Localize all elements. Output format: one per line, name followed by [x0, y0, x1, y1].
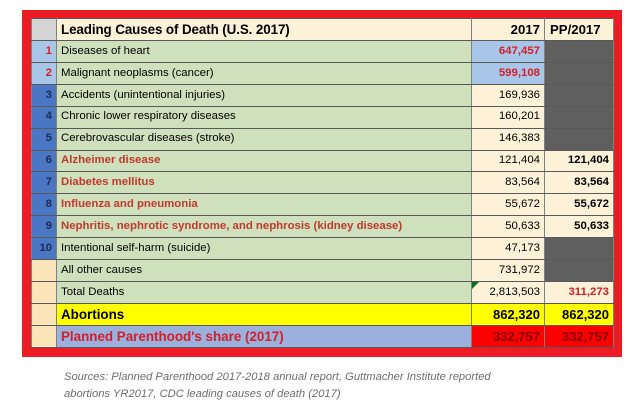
row-rank-cell: 3: [32, 84, 57, 106]
column-header-2017: 2017: [472, 19, 545, 41]
value-2017-cell: [472, 260, 545, 282]
cause-label-cell: Chronic lower respiratory diseases: [57, 106, 472, 128]
value-2017-text: 647,457: [498, 44, 540, 57]
value-2017-text: 47,173: [505, 241, 540, 254]
cause-label-cell: Accidents (unintentional injuries): [57, 84, 472, 106]
value-2017-text: 55,672: [505, 198, 540, 211]
value-2017-cell: [472, 150, 545, 172]
table-row: [32, 260, 614, 282]
sources-line-2: abortions YR2017, CDC leading causes of death (2017): [64, 388, 341, 401]
table-row: [32, 128, 614, 150]
table-row: [32, 282, 614, 304]
value-pp-2017-cell: 55,672: [545, 194, 614, 216]
row-rank-cell: 9: [32, 216, 57, 238]
value-2017-cell: [472, 325, 545, 347]
value-2017-text: 50,633: [505, 220, 540, 233]
cause-label-cell: Total Deaths: [57, 282, 472, 304]
sources-note: [64, 369, 584, 404]
value-pp-2017-cell: 121,404: [545, 150, 614, 172]
row-rank-cell: 2: [32, 62, 57, 84]
value-pp-2017-cell: 332,757: [545, 325, 614, 347]
row-rank-cell: [32, 303, 57, 325]
table-row: [32, 325, 614, 347]
value-2017-text: 146,383: [498, 132, 540, 145]
value-2017-cell: [472, 62, 545, 84]
table-row: [32, 62, 614, 84]
row-rank-cell: 7: [32, 172, 57, 194]
table-row: [32, 150, 614, 172]
value-2017-cell: [472, 84, 545, 106]
column-header-pp-2017: PP/2017: [545, 19, 614, 41]
cause-label-cell: Cerebrovascular diseases (stroke): [57, 128, 472, 150]
value-2017-text: 121,404: [498, 154, 540, 167]
cause-label-cell: Diabetes mellitus: [57, 172, 472, 194]
table-row: [32, 40, 614, 62]
value-pp-2017-cell: [545, 106, 614, 128]
value-2017-text: 2,813,503: [489, 285, 540, 298]
row-rank-cell: 1: [32, 40, 57, 62]
row-rank-cell: [32, 282, 57, 304]
table-row: [32, 106, 614, 128]
leading-causes-of-death-table: [31, 18, 614, 348]
value-2017-cell: [472, 282, 545, 304]
value-pp-2017-cell: 83,564: [545, 172, 614, 194]
row-rank-cell: 8: [32, 194, 57, 216]
value-2017-cell: [472, 40, 545, 62]
row-rank-cell: 10: [32, 238, 57, 260]
cause-label-cell: Intentional self-harm (suicide): [57, 238, 472, 260]
cause-label-cell: Alzheimer disease: [57, 150, 472, 172]
value-2017-text: 862,320: [493, 306, 540, 322]
value-2017-text: 332,757: [493, 328, 540, 344]
table-row: [32, 172, 614, 194]
value-2017-text: 160,201: [498, 110, 540, 123]
row-rank-cell: [32, 260, 57, 282]
row-rank-cell: 6: [32, 150, 57, 172]
value-2017-cell: [472, 216, 545, 238]
value-pp-2017-cell: [545, 260, 614, 282]
value-2017-cell: [472, 106, 545, 128]
value-2017-cell: [472, 238, 545, 260]
row-rank-cell: 5: [32, 128, 57, 150]
value-2017-text: 599,108: [498, 66, 540, 79]
value-pp-2017-cell: 311,273: [545, 282, 614, 304]
value-pp-2017-cell: 862,320: [545, 303, 614, 325]
table-row: [32, 194, 614, 216]
red-border-frame: [22, 10, 622, 357]
value-2017-text: 83,564: [505, 176, 540, 189]
value-2017-cell: [472, 172, 545, 194]
table-row: [32, 216, 614, 238]
value-pp-2017-cell: [545, 40, 614, 62]
cause-label-cell: Influenza and pneumonia: [57, 194, 472, 216]
table-row: [32, 238, 614, 260]
value-pp-2017-cell: [545, 84, 614, 106]
value-2017-text: 169,936: [498, 88, 540, 101]
table-row: [32, 303, 614, 325]
comment-marker-icon: [472, 282, 479, 289]
header-corner-cell: [32, 19, 57, 41]
value-pp-2017-cell: [545, 238, 614, 260]
value-pp-2017-cell: [545, 62, 614, 84]
cause-label-cell: Nephritis, nephrotic syndrome, and nephrosis (kidney disease): [57, 216, 472, 238]
cause-label-cell: Abortions: [57, 303, 472, 325]
cause-label-cell: Planned Parenthood's share (2017): [57, 325, 472, 347]
value-pp-2017-cell: 50,633: [545, 216, 614, 238]
value-2017-cell: [472, 128, 545, 150]
value-pp-2017-cell: [545, 128, 614, 150]
table-header-row: [32, 19, 614, 41]
page-title: Leading Causes of Death (U.S. 2017): [57, 19, 472, 41]
value-2017-cell: [472, 194, 545, 216]
value-2017-text: 731,972: [498, 263, 540, 276]
cause-label-cell: Malignant neoplasms (cancer): [57, 62, 472, 84]
table-body: [32, 19, 614, 348]
cause-label-cell: Diseases of heart: [57, 40, 472, 62]
row-rank-cell: 4: [32, 106, 57, 128]
sources-line-1: Sources: Planned Parenthood 2017-2018 annual report, Guttmacher Institute reported: [64, 371, 491, 383]
cause-label-cell: All other causes: [57, 260, 472, 282]
table-row: [32, 84, 614, 106]
value-2017-cell: [472, 303, 545, 325]
row-rank-cell: [32, 325, 57, 347]
